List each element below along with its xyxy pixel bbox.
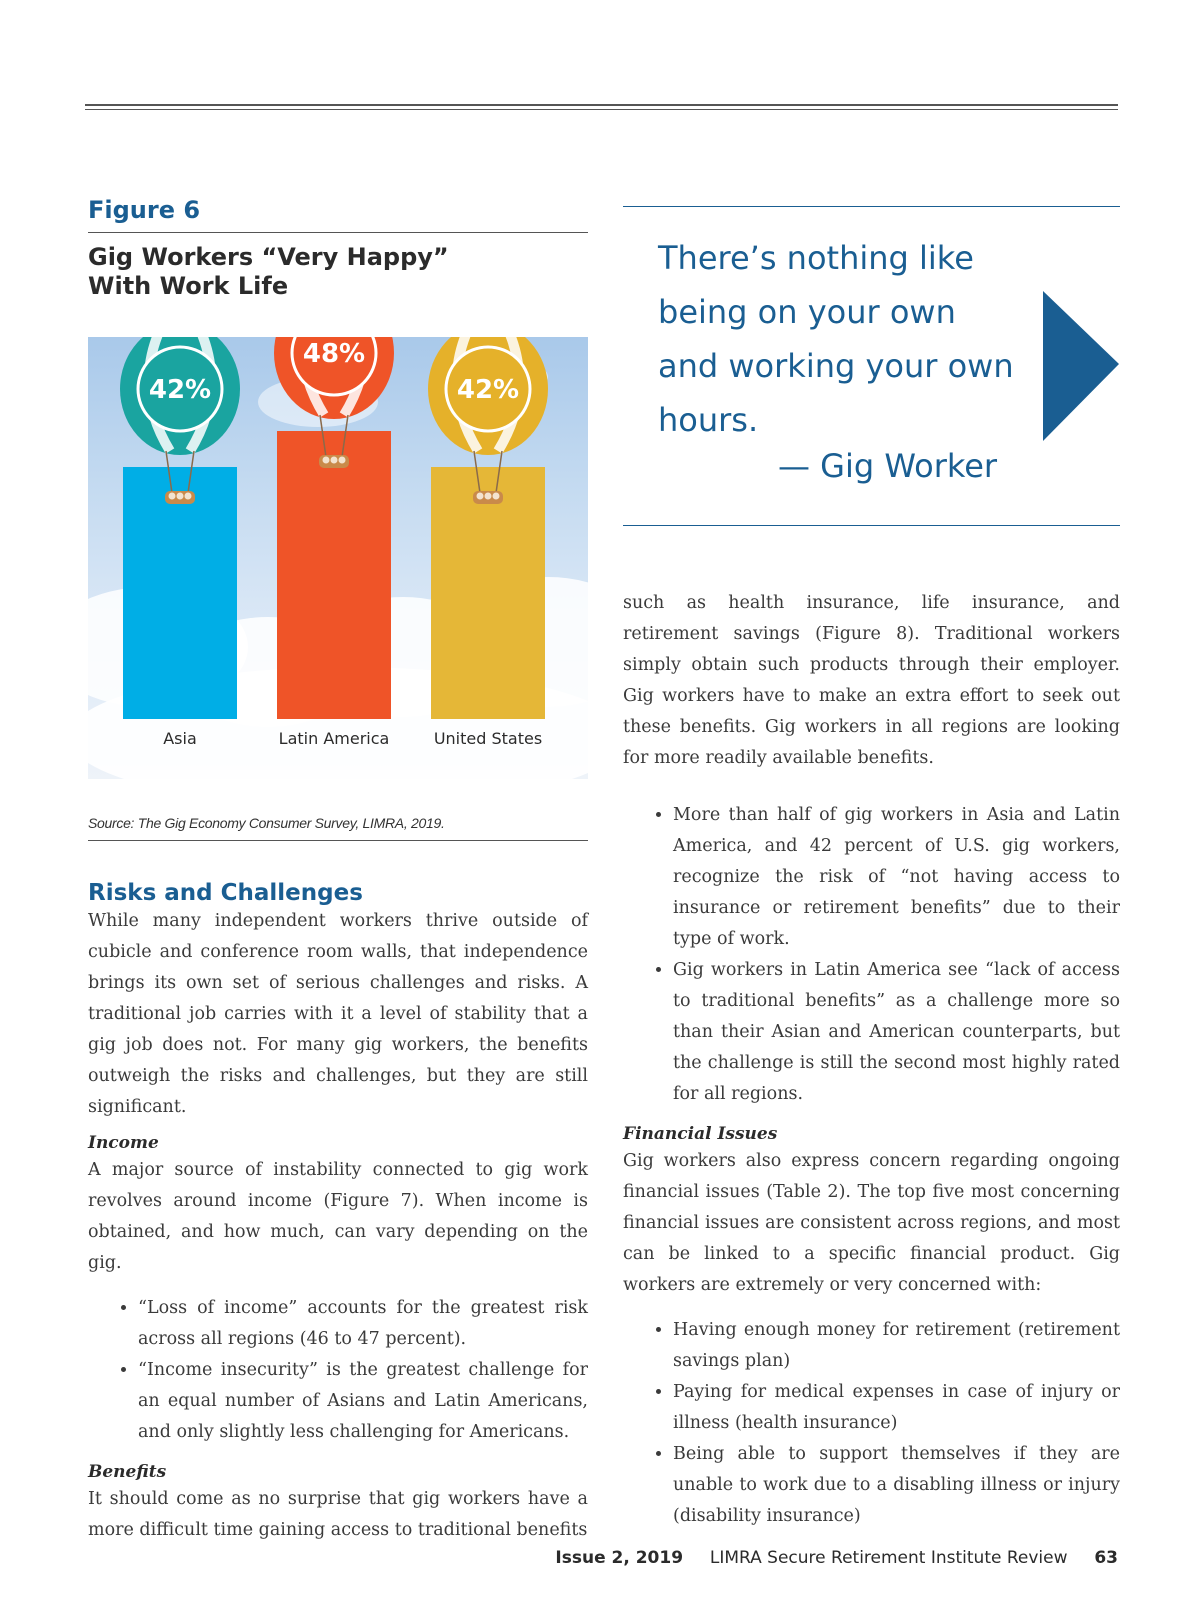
footer-publication: LIMRA Secure Retirement Institute Review bbox=[709, 1548, 1068, 1568]
figure-title: Gig Workers “Very Happy” With Work Life bbox=[88, 243, 449, 300]
list-item: • More than half of gig workers in Asia and Latin America, and 42 percent of U.S. gig workers, recognize the risk of “not having access to insurance or retirement benefits” due to their type of work. bbox=[673, 800, 1120, 955]
intro-paragraph: While many independent workers thrive outside of cubicle and conference room walls, that independence brings its own set of serious challenges and risks. A traditional job carries with it a level of stability that a gig job does not. For many gig workers, the benefits outweigh the risks and challenges, but they are still significant. bbox=[88, 911, 588, 1117]
triangle-arrow-icon bbox=[1043, 291, 1119, 441]
quote-attribution: — Gig Worker bbox=[778, 447, 998, 485]
balloon-passenger bbox=[339, 457, 346, 464]
balloon-passenger bbox=[331, 457, 338, 464]
financial-paragraph: Gig workers also express concern regarding ongoing financial issues (Table 2). The top five most concerning financial issues are consistent across regions, and most can be linked to a specific financial product. Gig workers are extremely or very concerned with: bbox=[623, 1151, 1120, 1295]
benefits-heading: Benefits bbox=[88, 1462, 167, 1482]
list-item: • “Loss of income” accounts for the greatest risk across all regions (46 to 47 percent). bbox=[138, 1293, 588, 1355]
chart-bar bbox=[277, 431, 391, 719]
left-column bbox=[88, 880, 588, 1546]
balloon-passenger bbox=[185, 493, 192, 500]
category-label: United States bbox=[433, 729, 543, 748]
balloon-passenger bbox=[177, 493, 184, 500]
balloon-passenger bbox=[169, 493, 176, 500]
header-rule-top bbox=[85, 104, 1118, 106]
section-title: Risks and Challenges bbox=[88, 880, 363, 906]
balloon-passenger bbox=[323, 457, 330, 464]
source-rule bbox=[88, 840, 588, 841]
list-item: • Having enough money for retirement (retirement savings plan) bbox=[673, 1315, 1120, 1377]
header-rule-bottom bbox=[85, 109, 1118, 110]
figure-rule bbox=[88, 232, 588, 233]
balloon-passenger bbox=[477, 493, 484, 500]
financial-bullets bbox=[623, 1315, 1120, 1532]
chart-bar bbox=[431, 467, 545, 719]
balloon-passenger bbox=[493, 493, 500, 500]
list-item: • “Income insecurity” is the greatest challenge for an equal number of Asians and Latin Americans, and only slightly less challenging for Americans. bbox=[138, 1355, 588, 1448]
list-item: • Gig workers in Latin America see “lack of access to traditional benefits” as a challenge more so than their Asian and American counterparts, but the challenge is still the second most highly rated for all regions. bbox=[673, 955, 1120, 1110]
income-heading: Income bbox=[88, 1133, 159, 1153]
chart-svg bbox=[88, 337, 588, 779]
income-paragraph: A major source of instability connected to gig work revolves around income (Figure 7). When income is obtained, and how much, can vary depending on the gig. bbox=[88, 1160, 588, 1273]
pull-quote bbox=[623, 206, 1120, 526]
benefits-paragraph: It should come as no surprise that gig workers have a more difficult time gaining access to traditional benefits bbox=[88, 1489, 588, 1540]
right-column bbox=[623, 588, 1120, 1532]
benefit-bullets bbox=[623, 800, 1120, 1110]
income-bullets bbox=[88, 1293, 588, 1448]
figure-chart bbox=[88, 337, 588, 779]
figure-source: Source: The Gig Economy Consumer Survey, LIMRA, 2019. bbox=[88, 815, 445, 831]
figure-heading bbox=[88, 196, 588, 301]
footer-page-number: 63 bbox=[1094, 1548, 1118, 1568]
footer-issue: Issue 2, 2019 bbox=[555, 1548, 684, 1568]
list-item: • Being able to support themselves if they are unable to work due to a disabling illness or injury (disability insurance) bbox=[673, 1439, 1120, 1532]
category-label: Asia bbox=[163, 729, 197, 748]
category-label: Latin America bbox=[278, 729, 390, 748]
balloon-passenger bbox=[485, 493, 492, 500]
data-label: 42% bbox=[148, 375, 212, 405]
data-label: 42% bbox=[456, 375, 520, 405]
list-item: • Paying for medical expenses in case of injury or illness (health insurance) bbox=[673, 1377, 1120, 1439]
figure-label: Figure 6 bbox=[88, 196, 201, 224]
financial-heading: Financial Issues bbox=[623, 1124, 778, 1144]
page-footer bbox=[0, 1548, 1118, 1568]
data-label: 48% bbox=[302, 339, 366, 369]
chart-bar bbox=[123, 467, 237, 719]
continued-paragraph: such as health insurance, life insurance, and retirement savings (Figure 8). Traditional workers simply obtain such products through their employer. Gig workers have to make an extra effort to seek out these benefits. Gig workers in all regions are looking for more readily available benefits. bbox=[623, 593, 1120, 768]
quote-text: There’s nothing like being on your own and working your own hours. bbox=[658, 239, 1014, 439]
